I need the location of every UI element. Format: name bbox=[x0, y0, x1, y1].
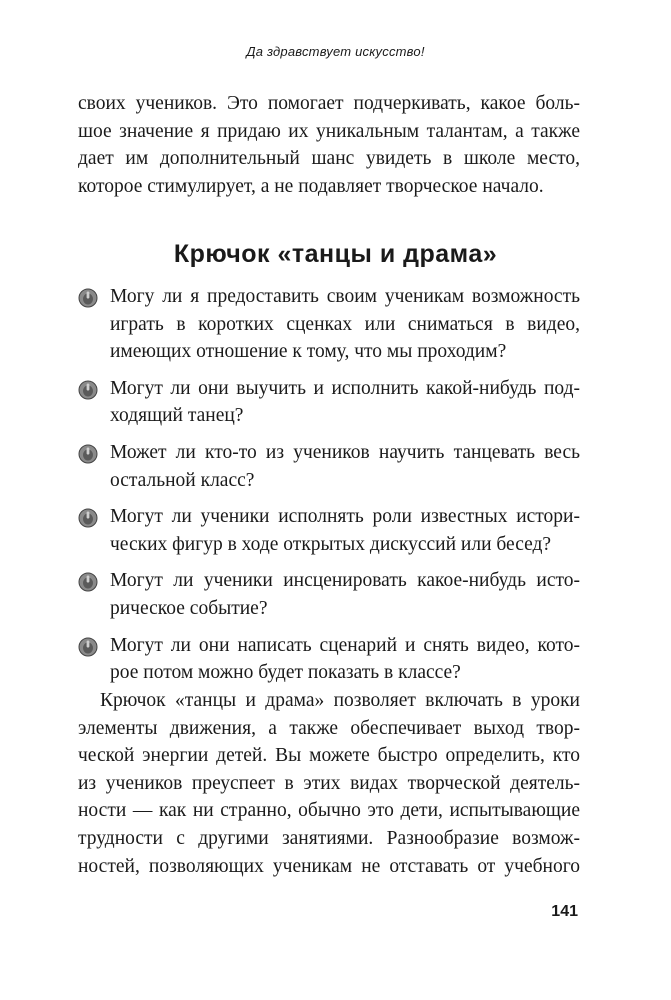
list-item bbox=[78, 632, 580, 687]
running-head: Да здравствует искусство! bbox=[246, 44, 425, 59]
list-item-line: Может ли кто-то из учеников научить танцевать весь bbox=[110, 441, 580, 463]
text-line: Крючок «танцы и драма» позволяет включать в уроки bbox=[100, 690, 580, 711]
text-line: своих учеников. Это помогает подчеркивать, какое боль- bbox=[78, 93, 580, 114]
list-item-line: ческих фигур в ходе открытых дискуссий или бесед? bbox=[110, 533, 552, 555]
pointing-hand-icon bbox=[78, 637, 98, 657]
text-line: ностей, позволяющих ученикам не отставать от учебного bbox=[78, 855, 580, 877]
list-item-line: играть в коротких сценках или сниматься в видео, bbox=[110, 313, 580, 335]
text-line: которое стимулирует, а не подавляет творческое начало. bbox=[78, 175, 544, 197]
text-line: ческой энергии детей. Вы можете быстро определить, кто bbox=[78, 745, 580, 767]
text-line: дает им дополнительный шанс увидеть в школе место, bbox=[78, 148, 580, 170]
list-item-line: ходящий танец? bbox=[110, 405, 244, 427]
text-line: трудности с другими занятиями. Разнообразие возмож- bbox=[78, 827, 580, 849]
section-heading: Крючок «танцы и драма» bbox=[173, 240, 498, 268]
question-list bbox=[78, 283, 580, 696]
list-item bbox=[78, 283, 580, 366]
pointing-hand-icon bbox=[78, 288, 98, 308]
page-number: 141 bbox=[551, 903, 578, 920]
pointing-hand-icon bbox=[78, 444, 98, 464]
list-item-line: рое потом можно будет показать в классе? bbox=[110, 662, 461, 684]
text-line: из учеников преуспеет в этих видах творческой деятель- bbox=[78, 772, 580, 794]
list-item-line: Могут ли ученики исполнять роли известных истори- bbox=[110, 506, 580, 528]
list-item-line: рическое событие? bbox=[110, 597, 268, 619]
pointing-hand-icon bbox=[78, 380, 98, 400]
list-item bbox=[78, 503, 580, 558]
list-item-line: Могут ли они написать сценарий и снять видео, кото- bbox=[110, 634, 580, 656]
list-item bbox=[78, 567, 580, 622]
list-item-line: Могу ли я предоставить своим ученикам возможность bbox=[110, 286, 580, 307]
text-line: шое значение я придаю их уникальным талантам, а также bbox=[78, 120, 580, 142]
list-item-line: остальной класс? bbox=[110, 469, 255, 491]
pointing-hand-icon bbox=[78, 508, 98, 528]
text-line: элементы движения, а также обеспечивает выход твор- bbox=[78, 717, 580, 739]
paragraph-bottom bbox=[78, 687, 580, 880]
paragraph-top bbox=[78, 90, 580, 200]
list-item-line: Могут ли ученики инсценировать какое-нибудь исто- bbox=[110, 570, 580, 592]
pointing-hand-icon bbox=[78, 572, 98, 592]
list-item-line: Могут ли они выучить и исполнить какой-нибудь под- bbox=[110, 377, 580, 399]
list-item bbox=[78, 439, 580, 494]
text-line: ности — как ни странно, обычно это дети, испытывающие bbox=[78, 800, 580, 822]
list-item bbox=[78, 375, 580, 430]
list-item-line: имеющих отношение к тому, что мы проходим? bbox=[110, 341, 507, 363]
